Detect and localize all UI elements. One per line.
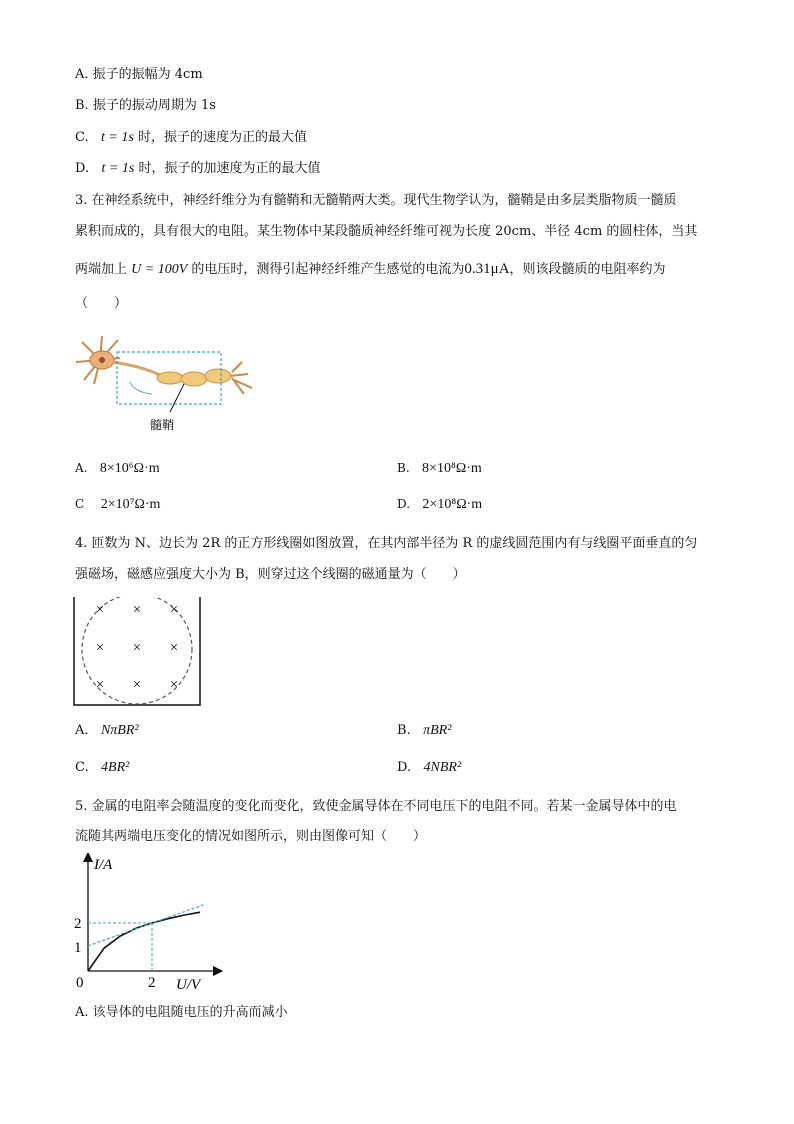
q3-line-4: （ ） — [75, 296, 128, 311]
q4-option-d — [397, 759, 461, 777]
q4-option-a-text: NπBR² — [100, 723, 139, 738]
q3-option-c-label: C — [75, 497, 85, 511]
q4-option-a-label: A. — [75, 723, 89, 738]
q3-option-b-label: B. — [397, 461, 410, 475]
q3-option-a-label: A. — [75, 461, 88, 475]
q3-option-b-text: 8×10⁸Ω·m — [422, 461, 482, 476]
q3-option-a-text: 8×10⁶Ω·m — [99, 461, 160, 476]
tangent-line — [88, 905, 203, 946]
x-tick-2: 2 — [148, 975, 156, 991]
field-mark-3: × — [169, 602, 179, 618]
q4-option-a — [75, 722, 139, 740]
field-mark-8: × — [132, 677, 142, 693]
q4-option-c-text: 4BR² — [101, 760, 130, 775]
q2-option-b: B. 振子的振动周期为 1s — [75, 98, 216, 113]
q4-option-d-label: D. — [397, 760, 412, 775]
q4-option-b-label: B. — [397, 723, 411, 738]
q4-line-1: 4. 匝数为 N、边长为 2R 的正方形线圈如图放置，在其内部半径为 R 的虚线圆范围内有与线圈平面垂直的匀 — [75, 536, 698, 551]
q2-option-d-text: 时，振子的加速度为正的最大值 — [138, 161, 321, 176]
neuron-figure — [72, 332, 262, 442]
field-mark-2: × — [132, 602, 142, 618]
coil-figure — [70, 597, 205, 709]
q3-line-3-a: 两端加上 — [75, 262, 128, 277]
q3-option-d — [397, 495, 482, 514]
field-mark-4: × — [95, 640, 105, 656]
q4-option-b-text: πBR² — [423, 723, 452, 738]
q2-option-d-label: D. — [75, 161, 90, 176]
myelin-sheath — [157, 369, 231, 386]
field-mark-1: × — [95, 602, 105, 618]
q4-option-b — [397, 722, 451, 740]
q3-current: 0.31μA — [464, 261, 510, 277]
q3-option-b — [397, 459, 482, 478]
q3-line-2: 累积而成的，具有很大的电阻。某生物体中某段髓质神经纤维可视为长度 20cm、半径 4cm 的圆柱体，当其 — [75, 224, 698, 239]
q2-option-c-label: C. — [75, 130, 89, 145]
q3-line-3-b: 的电压时，测得引起神经纤维产生感觉的电流为 — [191, 262, 465, 277]
q4-option-c-label: C. — [75, 760, 89, 775]
q2-option-d — [75, 160, 320, 178]
q3-line-1: 3. 在神经系统中，神经纤维分为有髓鞘和无髓鞘两大类。现代生物学认为，髓鞘是由多层类脂物质一髓质 — [75, 193, 677, 208]
q3-option-a — [75, 459, 160, 478]
q4-option-d-text: 4NBR² — [423, 760, 462, 775]
axon-terminals — [230, 362, 252, 394]
myelin-label: 髓鞘 — [150, 418, 175, 432]
q2-option-a: A. 振子的振幅为 4cm — [75, 67, 203, 82]
field-marks — [96, 602, 178, 693]
q3-option-d-text: 2×10⁸Ω·m — [422, 497, 483, 512]
q2-option-c-math: t = 1s — [101, 130, 134, 145]
label-pointer — [170, 384, 184, 412]
q2-option-d-math: t = 1s — [101, 161, 135, 176]
curved-arrow — [130, 382, 152, 394]
q5-line-1: 5. 金属的电阻率会随温度的变化而变化，致使金属导体在不同电压下的电阻不同。若某一金属导体中的电 — [75, 799, 677, 814]
q3-voltage: U = 100V — [131, 262, 188, 277]
y-axis-label: I/A — [94, 857, 113, 873]
q3-option-d-label: D. — [397, 497, 411, 511]
y-tick-2: 2 — [74, 916, 82, 932]
field-mark-9: × — [169, 677, 179, 693]
iu-curve — [88, 912, 200, 971]
q3-option-c-text: 2×10⁷Ω·m — [100, 497, 161, 512]
q4-line-2: 强磁场，磁感应强度大小为 B，则穿过这个线圈的磁通量为（ ） — [75, 567, 466, 582]
q5-line-2: 流随其两端电压变化的情况如图所示，则由图像可知（ ） — [75, 829, 427, 844]
x-axis-label: U/V — [176, 977, 201, 993]
field-mark-6: × — [169, 640, 179, 656]
q4-option-c — [75, 759, 129, 777]
y-tick-1: 1 — [74, 940, 82, 956]
field-mark-5: × — [132, 640, 142, 656]
field-mark-7: × — [95, 677, 105, 693]
iu-chart — [68, 853, 228, 993]
axon-start — [112, 362, 162, 376]
q2-option-c-text: 时，振子的速度为正的最大值 — [137, 130, 307, 145]
origin-label: 0 — [76, 975, 84, 991]
q3-line-3-c: ，则该段髓质的电阻率约为 — [509, 262, 666, 277]
q2-option-c — [75, 129, 307, 147]
q3-option-c — [75, 495, 160, 514]
nucleus — [99, 357, 105, 363]
q5-option-a: A. 该导体的电阻随电压的升高而减小 — [75, 1005, 288, 1020]
q3-line-3 — [75, 260, 666, 279]
